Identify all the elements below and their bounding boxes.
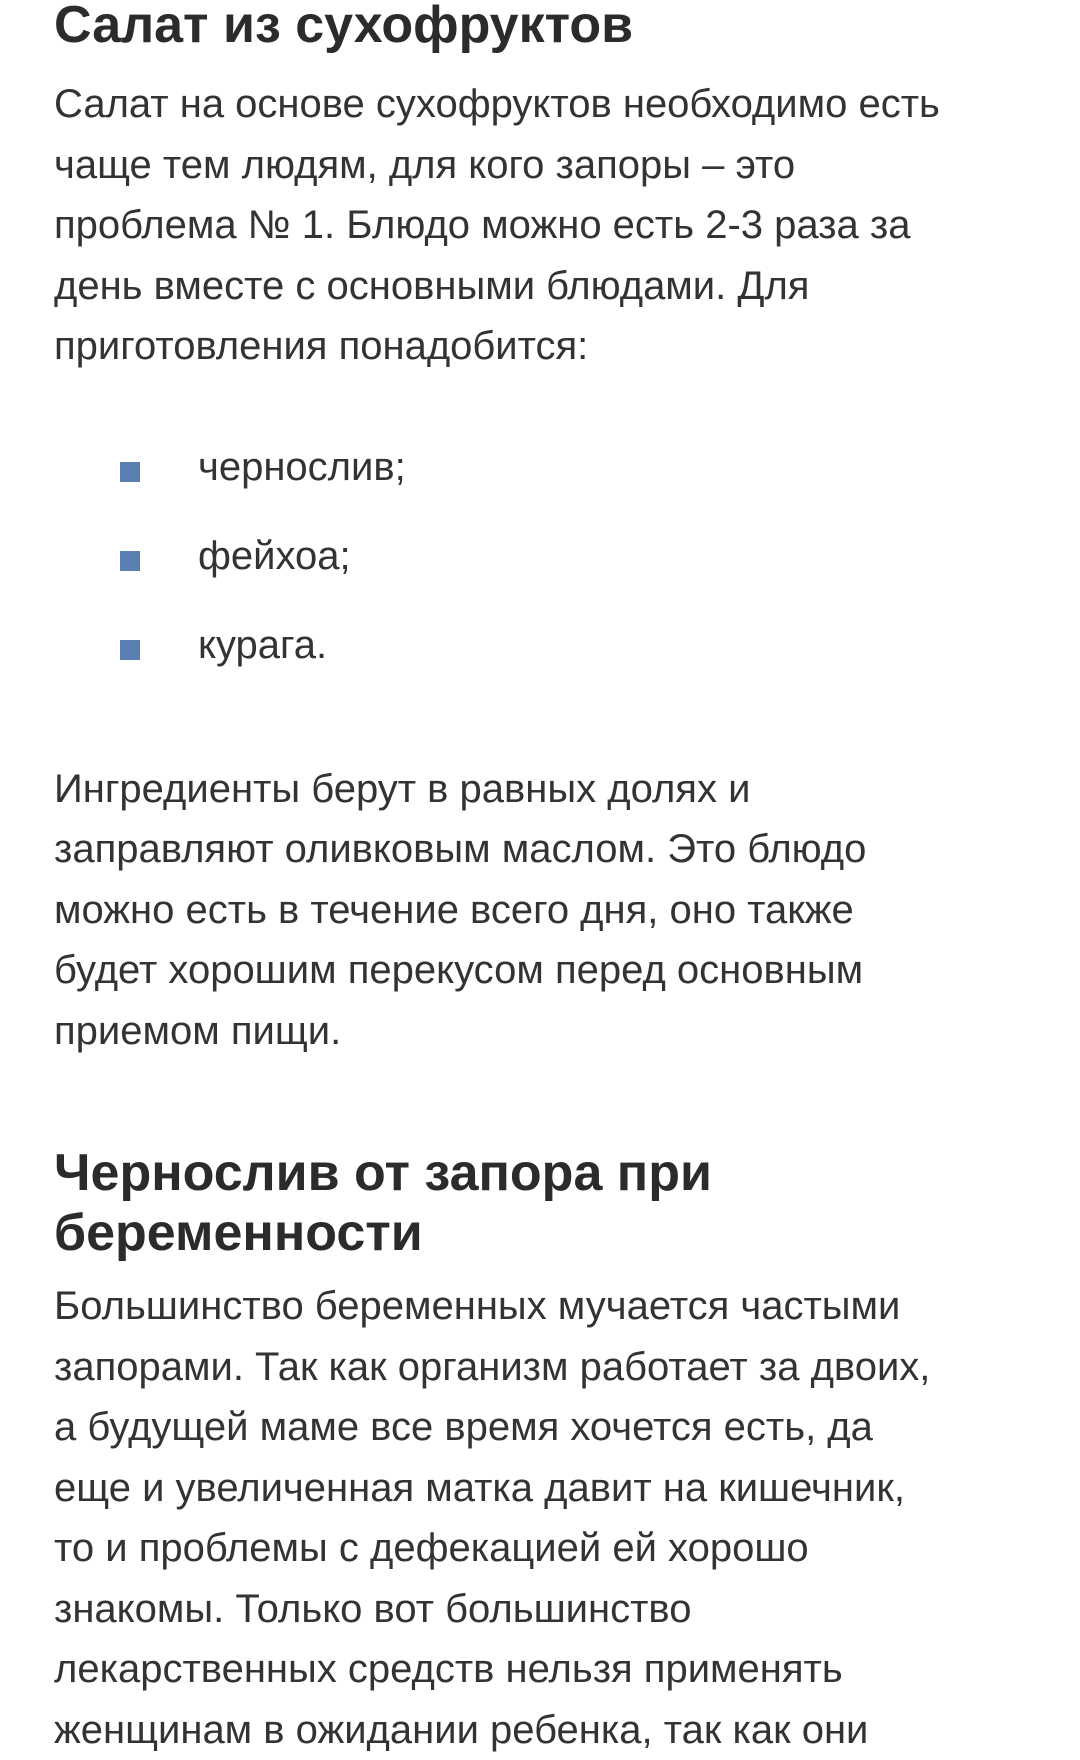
ingredients-list xyxy=(54,437,1054,704)
intro-line: день вместе с основными блюдами. Для xyxy=(54,263,810,308)
square-bullet-icon xyxy=(120,640,140,660)
square-bullet-icon xyxy=(120,551,140,571)
preparation-line: можно есть в течение всего дня, оно также xyxy=(54,887,854,932)
body-line: знакомы. Только вот большинство xyxy=(54,1586,692,1631)
list-item xyxy=(54,615,1054,704)
square-bullet-icon xyxy=(120,462,140,482)
body-line: женщинам в ожидании ребенка, так как они xyxy=(54,1707,869,1752)
list-item xyxy=(54,526,1054,615)
section-heading-dried-fruit-salad: Салат из сухофруктов xyxy=(54,0,634,54)
ingredient-label: курага. xyxy=(198,622,328,667)
ingredient-label: фейхоа; xyxy=(198,533,351,578)
pregnancy-paragraph xyxy=(54,1276,1054,1760)
section-heading-prunes-pregnancy xyxy=(54,1143,1054,1263)
intro-line: чаще тем людям, для кого запоры – это xyxy=(54,142,796,187)
preparation-paragraph xyxy=(54,759,1054,1062)
list-item xyxy=(54,437,1054,526)
body-line: лекарственных средств нельзя применять xyxy=(54,1647,843,1691)
intro-line: проблема № 1. Блюдо можно есть 2-3 раза за xyxy=(54,203,911,247)
intro-line: Салат на основе сухофруктов необходимо есть xyxy=(54,82,940,126)
body-line: Большинство беременных мучается частыми xyxy=(54,1284,901,1328)
preparation-line: будет хорошим перекусом перед основным xyxy=(54,948,864,992)
ingredient-label: чернослив; xyxy=(198,444,406,489)
heading-line: Чернослив от запора при xyxy=(54,1144,712,1202)
body-line: еще и увеличенная матка давит на кишечник, xyxy=(54,1465,905,1510)
preparation-line: приемом пищи. xyxy=(54,1008,342,1053)
body-line: а будущей маме все время хочется есть, да xyxy=(54,1405,873,1449)
preparation-line: Ингредиенты берут в равных долях и xyxy=(54,766,751,811)
preparation-line: заправляют оливковым маслом. Это блюдо xyxy=(54,827,867,871)
heading-line: беременности xyxy=(54,1204,423,1262)
article-content xyxy=(54,0,1054,1760)
body-line: запорами. Так как организм работает за двоих, xyxy=(54,1344,931,1389)
intro-paragraph xyxy=(54,74,1054,377)
intro-line: приготовления понадобится: xyxy=(54,324,589,368)
body-line: то и проблемы с дефекацией ей хорошо xyxy=(54,1526,809,1570)
